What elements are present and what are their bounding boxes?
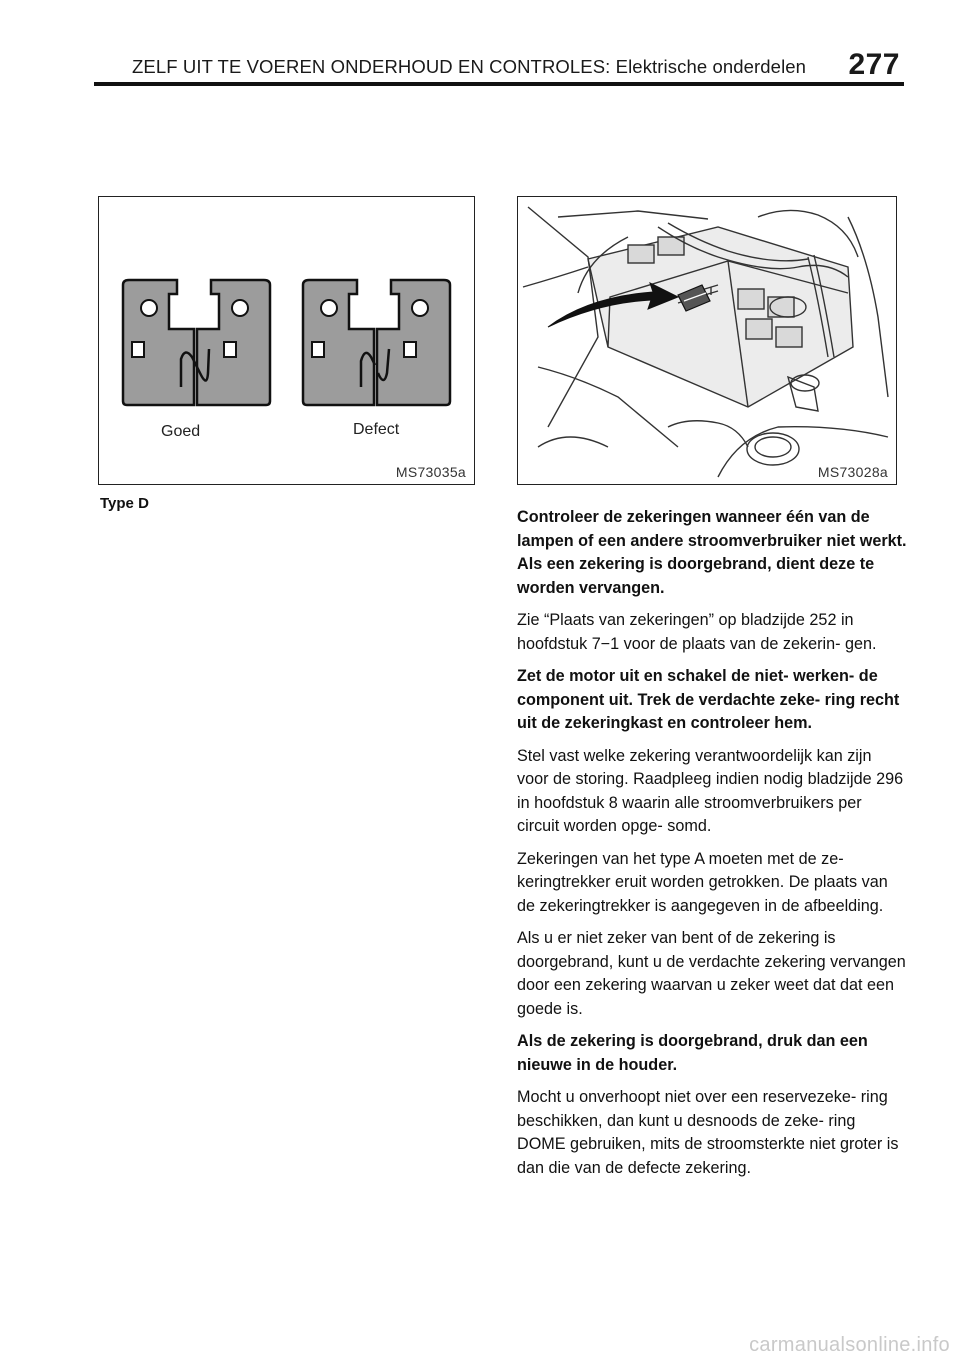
paragraph: Als u er niet zeker van bent of de zekering is doorgebrand, kunt u de verdachte zekering vervangen door een zekering waarvan u zeker weet dat dat een goede is. — [517, 929, 906, 1018]
page-header — [94, 46, 904, 86]
chapter-title: ZELF UIT TE VOEREN ONDERHOUD EN CONTROLES: Elektrische onderdelen — [132, 56, 807, 77]
figure-code: MS73035a — [395, 464, 466, 480]
figure-caption: Type D — [100, 495, 149, 512]
page-number: 277 — [848, 48, 900, 81]
engine-bay-illustration — [518, 197, 896, 484]
body-text — [517, 506, 907, 1189]
watermark: carmanualsonline.info — [749, 1334, 950, 1356]
paragraph: Stel vast welke zekering verantwoordelijk kan zijn voor de storing. Raadpleeg indien nodig bladzijde 296 in hoofdstuk 8 waarin alle stroomverbruikers per circuit worden opge- somd. — [517, 746, 904, 835]
paragraph: Mocht u onverhoopt niet over een reservezeke- ring beschikken, dan kunt u desnoods de zeke- ring DOME gebruiken, mits de stroomsterkte niet groter is dan die van de defecte zekering. — [517, 1088, 899, 1177]
fuse-illustration — [99, 197, 474, 484]
fuse-condition-figure — [98, 196, 475, 485]
paragraph: Als de zekering is doorgebrand, druk dan een nieuwe in de houder. — [517, 1032, 868, 1074]
good-fuse-drawing — [123, 280, 270, 405]
defect-fuse-drawing — [303, 280, 450, 405]
label-defect: Defect — [353, 421, 400, 438]
paragraph: Zekeringen van het type A moeten met de ze- keringtrekker eruit worden getrokken. De plaats van de zekeringtrekker is aangegeven in de afbeelding. — [517, 849, 888, 915]
paragraph: Controleer de zekeringen wanneer één van de lampen of een andere stroomverbruiker niet werkt. Als een zekering is doorgebrand, dient deze te worden vervangen. — [517, 508, 907, 597]
paragraph: Zet de motor uit en schakel de niet- werken- de component uit. Trek de verdachte zeke- ring recht uit de zekeringkast en controleer hem. — [517, 667, 900, 732]
fusebox-figure — [517, 196, 897, 485]
paragraph: Zie “Plaats van zekeringen” op bladzijde 252 in hoofdstuk 7−1 voor de plaats van de zekerin- gen. — [517, 611, 877, 653]
label-good: Goed — [161, 423, 201, 440]
header-rule — [94, 82, 904, 86]
figure-code: MS73028a — [817, 464, 888, 480]
